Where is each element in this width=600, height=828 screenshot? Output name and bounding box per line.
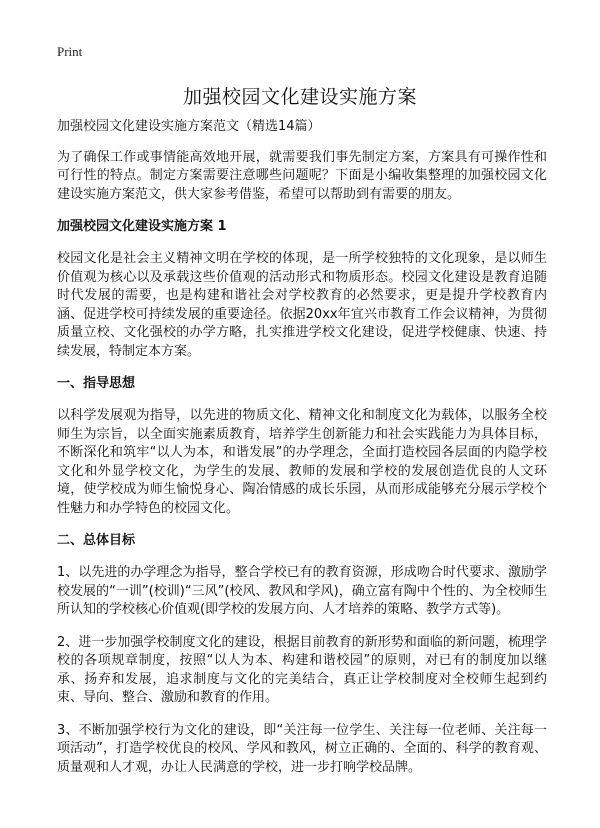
overall-goals-heading: 二、总体目标: [57, 533, 136, 548]
intro-paragraph: 为了确保工作或事情能高效地开展，就需要我们事先制定方案，方案具有可操作性和可行性的特点。制定方案需要注意哪些问题呢？下面是小编收集整理的加强校园文化建设实施方案范文，供大家参考借鉴，希望可以帮助到有需要的朋友。: [57, 149, 547, 202]
print-label: Print: [57, 44, 83, 59]
document-subtitle: 加强校园文化建设实施方案范文（精选14篇）: [57, 119, 321, 134]
document-body: [57, 118, 547, 791]
goal-2-paragraph: 2、进一步加强学校制度文化的建设，根据目前教育的新形势和面临的新问题，梳理学校的各项规章制度，按照“以人为本、构建和谐校园”的原则，对已有的制度加以继承、扬弃和发展，追求制度与文化的完美结合，真正让学校制度对全校师生起到约束、导向、整合、激励和教育的作用。: [57, 634, 547, 705]
section1-heading: 加强校园文化建设实施方案 1: [57, 219, 227, 234]
guiding-ideology-heading: 一、指导思想: [57, 376, 136, 391]
section1-paragraph: 校园文化是社会主义精神文明在学校的体现，是一所学校独特的文化现象，是以师生价值观为核心以及承载这些价值观的活动形式和物质形态。校园文化建设是教育追随时代发展的需要，也是构建和谐社会对学校教育的必然要求，更是提升学校教育内涵、促进学校可持续发展的重要途径。依据20xx年宜兴市教育工作会议精神，为贯彻质量立校、文化强校的办学方略，扎实推进学校文化建设，促进学校健康、快速、持续发展，特制定本方案。: [57, 251, 547, 359]
goal-1-paragraph: 1、以先进的办学理念为指导，整合学校已有的教育资源，形成吻合时代要求、激励学校发展的“一训”(校训)“三风”(校风、教风和学风)，确立富有陶中个性的、为全校师生所认知的学校核心价值观(即学校的发展方向、人才培养的策略、教学方式等)。: [57, 565, 547, 617]
guiding-ideology-paragraph: 以科学发展观为指导，以先进的物质文化、精神文化和制度文化为载体，以服务全校师生为宗旨，以全面实施素质教育，培养学生创新能力和社会实践能力为具体目标，不断深化和筑牢“以人为本，和谐发展”的办学理念，全面打造校园各层面的内隐学校文化和外显学校文化，为学生的发展、教师的发展和学校的发展创造优良的人文环境，使学校成为师生愉悦身心、陶冶情感的成长乐园，从而形成能够充分展示学校个性魅力和办学特色的校园文化。: [57, 408, 547, 516]
goal-3-paragraph: 3、不断加强学校行为文化的建设，即“关注每一位学生、关注每一位老师、关注每一项活动”，打造学校优良的校风、学风和教风，树立正确的、全面的、科学的教育观、质量观和人才观，办让人民满意的学校，进一步打响学校品牌。: [57, 722, 547, 775]
document-title: 加强校园文化建设实施方案: [182, 86, 417, 108]
